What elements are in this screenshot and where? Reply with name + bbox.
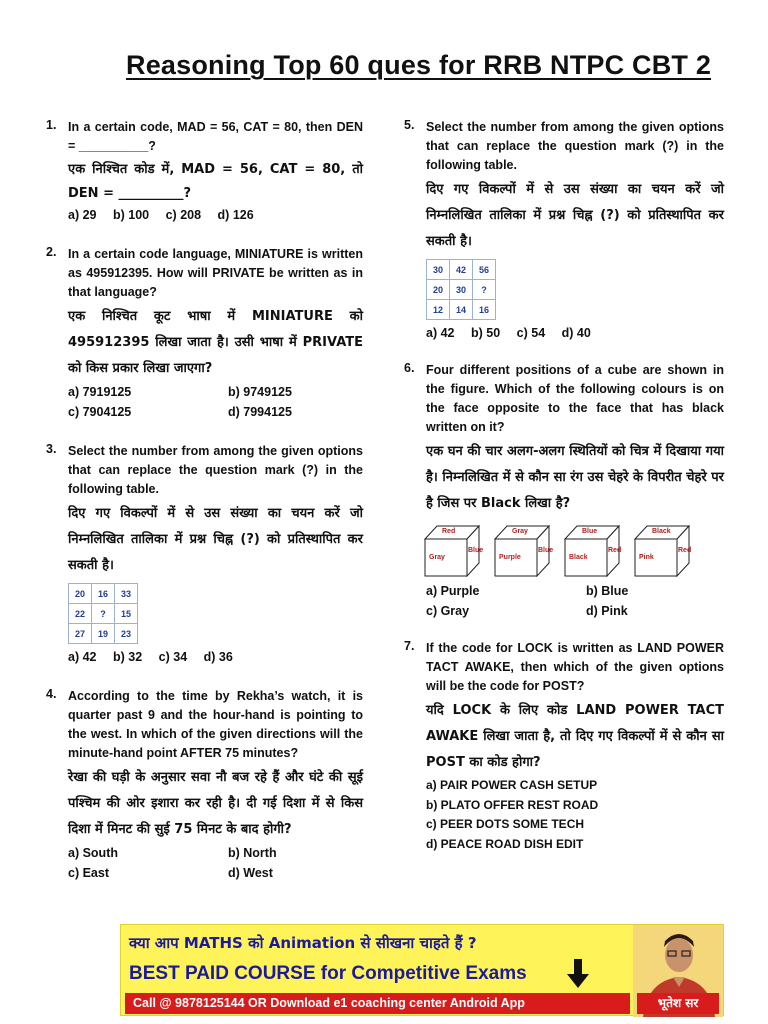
- banner-contact[interactable]: Call @ 9878125144 OR Download e1 coaching center Android App: [125, 993, 630, 1014]
- question-text-hindi: दिए गए विकल्पों में से उस संख्या का चयन करें जो निम्नलिखित तालिका में प्रश्न चिह्न (?) को प्रतिस्थापित कर सकती है।: [68, 506, 363, 573]
- page-title: Reasoning Top 60 ques for RRB NTPC CBT 2: [126, 50, 712, 80]
- question-number: 2.: [46, 245, 57, 259]
- option-c: c) PEER DOTS SOME TECH: [426, 817, 585, 831]
- table-cell: 27: [69, 624, 92, 644]
- question-text-hindi: रेखा की घड़ी के अनुसार सवा नौ बज रहे हैं और घंटे की सूई पश्चिम की ओर इशारा कर रही है। दी गई दिशा में से किस दिशा में मिनट की सुई 75 मिनट के बाद होगी?: [68, 770, 363, 837]
- promo-banner[interactable]: [120, 924, 724, 1016]
- question-2: [40, 245, 363, 422]
- question-6: [398, 361, 724, 621]
- options: [426, 581, 724, 621]
- question-number: 6.: [404, 361, 415, 375]
- option-d: d) 7994125: [228, 405, 292, 419]
- cube-2: [494, 525, 554, 577]
- question-1: [40, 118, 363, 225]
- options: [68, 206, 363, 225]
- table-cell: 56: [473, 260, 496, 280]
- cube-front-label: Pink: [639, 554, 654, 561]
- cube-side-label: Red: [678, 547, 692, 554]
- table-cell: 14: [450, 300, 473, 320]
- question-text-english: According to the time by Rekha’s watch, it is quarter past 9 and the hour-hand is pointing to the west. In which of the given directions will the minute-hand point AFTER 75 minutes?: [68, 689, 363, 760]
- question-text-english: In a certain code, MAD = 56, CAT = 80, then DEN = __________?: [68, 120, 363, 153]
- question-text-hindi: एक घन की चार अलग-अलग स्थितियों को चित्र में दिखाया गया है। निम्नलिखित में से कौन सा रंग उस चेहरे के विपरीत चेहरे पर है जिस पर Black लिखा है?: [426, 444, 724, 511]
- option-a: a) PAIR POWER CASH SETUP: [426, 778, 598, 792]
- option-a: a) 7919125: [68, 385, 132, 399]
- cube-front-label: Gray: [429, 554, 445, 561]
- left-column: [40, 118, 363, 883]
- question-3: [40, 442, 363, 667]
- option-d: d) 40: [561, 326, 591, 340]
- option-a: a) 29: [68, 208, 97, 222]
- cube-3: [564, 525, 620, 577]
- table-cell: 16: [473, 300, 496, 320]
- question-number: 4.: [46, 687, 57, 701]
- options: [426, 324, 724, 343]
- table-cell: 15: [115, 604, 138, 624]
- cube-top-label: Gray: [512, 528, 528, 535]
- question-text-hindi: यदि LOCK के लिए कोड LAND POWER TACT AWAKE लिखा जाता है, तो दिए गए विकल्पों में से कौन सा POST का कोड होगा?: [426, 703, 724, 770]
- cube-top-label: Blue: [582, 528, 598, 535]
- options: [68, 843, 363, 883]
- question-text-hindi: एक निश्चित कूट भाषा में MINIATURE को 495912395 लिखा जाता है। उसी भाषा में PRIVATE को किस प्रकार लिखा जाएगा?: [68, 309, 363, 376]
- option-d: d) PEACE ROAD DISH EDIT: [426, 836, 584, 851]
- cube-side-label: Red: [608, 547, 622, 554]
- cube-top-label: Black: [652, 528, 671, 535]
- option-c: c) 208: [165, 208, 202, 222]
- question-text-english: In a certain code language, MINIATURE is written as 495912395. How will PRIVATE be written as in that language?: [68, 247, 363, 299]
- table-cell: 42: [450, 260, 473, 280]
- option-d: d) Pink: [586, 604, 628, 618]
- option-d: d) 36: [203, 650, 233, 664]
- cube-side-label: Blue: [538, 547, 554, 554]
- option-b: b) Blue: [586, 584, 629, 598]
- question-5: [398, 118, 724, 343]
- cube-4: [634, 525, 690, 577]
- option-b: b) 9749125: [228, 385, 292, 399]
- option-d: d) West: [228, 866, 273, 880]
- option-c: c) 7904125: [68, 405, 132, 419]
- option-b: b) North: [228, 846, 277, 860]
- table-cell: 22: [69, 604, 92, 624]
- table-cell: 16: [92, 584, 115, 604]
- question-text-english: If the code for LOCK is written as LAND POWER TACT AWAKE, then which of the given options will be the code for POST?: [426, 641, 724, 693]
- table-cell: ?: [473, 280, 496, 300]
- option-b: b) 100: [112, 208, 150, 222]
- option-a: a) 42: [68, 650, 97, 664]
- table-cell: 20: [427, 280, 450, 300]
- number-table: [68, 583, 138, 644]
- option-b: b) 50: [470, 326, 501, 340]
- question-text-english: Four different positions of a cube are shown in the figure. Which of the following colours is on the face opposite to the face that has black written on it?: [426, 363, 724, 434]
- table-cell: 12: [427, 300, 450, 320]
- cube-1: [424, 525, 484, 577]
- table-cell: 30: [450, 280, 473, 300]
- option-b: b) 32: [112, 650, 143, 664]
- number-table: [426, 259, 496, 320]
- options: [426, 776, 724, 854]
- table-cell: 20: [69, 584, 92, 604]
- question-text-hindi: दिए गए विकल्पों में से उस संख्या का चयन करें जो निम्नलिखित तालिका में प्रश्न चिह्न (?) को प्रतिस्थापित कर सकती है।: [426, 182, 724, 249]
- option-a: a) South: [68, 846, 118, 860]
- question-text-english: Select the number from among the given options that can replace the question mark (?) in the following table.: [426, 120, 724, 172]
- cube-front-label: Black: [569, 554, 588, 561]
- option-b: b) PLATO OFFER REST ROAD: [426, 797, 599, 812]
- option-c: c) 54: [516, 326, 546, 340]
- cube-front-label: Purple: [499, 554, 521, 561]
- right-column: [398, 118, 724, 854]
- options: [68, 382, 363, 422]
- option-c: c) Gray: [426, 604, 470, 618]
- cube-figure: [424, 525, 724, 577]
- question-7: [398, 639, 724, 854]
- options: [68, 648, 363, 667]
- question-4: [40, 687, 363, 883]
- table-cell: ?: [92, 604, 115, 624]
- banner-question: क्या आप MATHS को Animation से सीखना चाहते हैं ?: [129, 934, 477, 952]
- question-number: 7.: [404, 639, 415, 653]
- question-text-hindi: एक निश्चित कोड में, MAD = 56, CAT = 80, तो DEN = __________?: [68, 162, 363, 201]
- question-number: 1.: [46, 118, 57, 132]
- cube-side-label: Blue: [468, 547, 484, 554]
- question-number: 3.: [46, 442, 57, 456]
- option-a: a) Purple: [426, 584, 480, 598]
- table-cell: 33: [115, 584, 138, 604]
- tutor-name: भूतेश सर: [637, 993, 719, 1014]
- option-a: a) 42: [426, 326, 455, 340]
- down-arrow-icon: [567, 959, 589, 989]
- option-c: c) East: [68, 866, 109, 880]
- cube-top-label: Red: [442, 528, 456, 535]
- table-cell: 23: [115, 624, 138, 644]
- table-cell: 30: [427, 260, 450, 280]
- option-d: d) 126: [217, 208, 254, 222]
- table-cell: 19: [92, 624, 115, 644]
- banner-headline: BEST PAID COURSE for Competitive Exams: [129, 963, 527, 984]
- question-number: 5.: [404, 118, 415, 132]
- option-c: c) 34: [158, 650, 188, 664]
- question-text-english: Select the number from among the given options that can replace the question mark (?) in the following table.: [68, 444, 363, 496]
